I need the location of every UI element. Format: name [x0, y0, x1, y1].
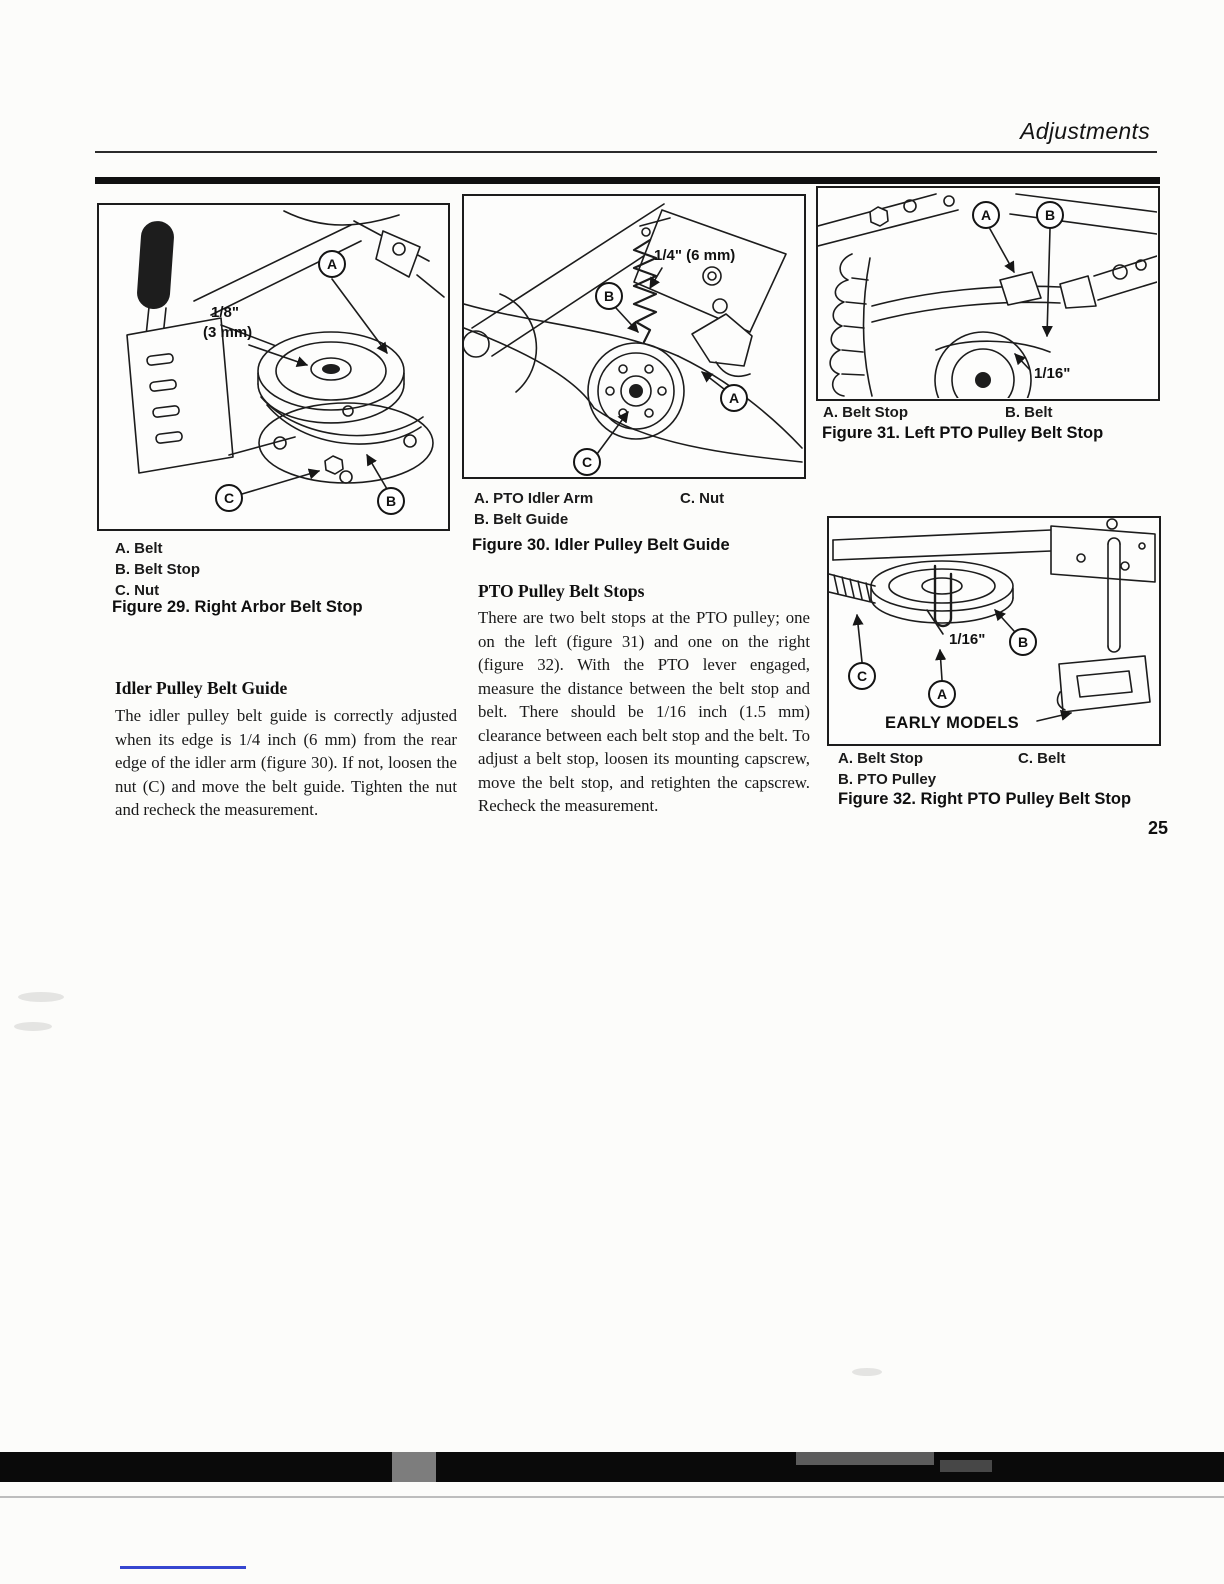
axle-bar [872, 276, 1096, 322]
callout-b [995, 610, 1036, 655]
figure-31-image [816, 186, 1160, 401]
dim-text: (3 mm) [203, 324, 253, 341]
callout-c [849, 615, 875, 689]
section-heading-pto: PTO Pulley Belt Stops [478, 581, 645, 601]
figure-31-legend-b: B. Belt [1005, 404, 1053, 421]
figure-29-drawing [99, 205, 447, 528]
svg-text:C: C [223, 490, 235, 506]
figure-30-caption: Figure 30. Idler Pulley Belt Guide [472, 536, 730, 554]
scan-bar-smudge [940, 1460, 992, 1472]
scan-bar-smudge [796, 1452, 934, 1465]
scan-noise [852, 1368, 882, 1376]
svg-text:B: B [1044, 207, 1056, 223]
figure-32-legend-c: C. Belt [1018, 750, 1066, 767]
figure-31-drawing [818, 188, 1157, 398]
page-header: Adjustments [1020, 118, 1150, 144]
tire-tread [830, 254, 872, 396]
figure-32-legend-b: B. PTO Pulley [838, 771, 937, 788]
pto-pulley [871, 561, 1013, 623]
section-body-idler: The idler pulley belt guide is correctly adjusted when its edge is 1/4 inch (6 mm) from the rear edge of the idler arm (figure 30). If not, loosen the nut (C) and move the belt guide. Tighten the nut and recheck the measurement. [115, 706, 457, 819]
figure-31-caption: Figure 31. Left PTO Pulley Belt Stop [822, 424, 1104, 442]
legend-item: C. Nut [115, 582, 160, 599]
svg-text:1/16": 1/16" [949, 631, 986, 648]
svg-text:1/4" (6 mm): 1/4" (6 mm) [654, 247, 736, 264]
idler-pulley [588, 343, 684, 439]
scan-noise [14, 1022, 52, 1031]
svg-text:EARLY MODELS: EARLY MODELS [885, 714, 1020, 732]
figure-30-image [462, 194, 806, 479]
scan-bar-smudge [392, 1452, 436, 1482]
section-heading-idler: Idler Pulley Belt Guide [115, 678, 288, 698]
legend-item: A. PTO Idler Arm [474, 490, 594, 507]
figure-29-legend [115, 538, 200, 601]
page-number: 25 [1148, 818, 1169, 838]
legend-item: C. Nut [680, 490, 725, 507]
figure-31-legend-a: A. Belt Stop [823, 404, 908, 421]
callout-b [1037, 202, 1063, 336]
svg-text:B: B [603, 288, 615, 304]
svg-text:C: C [856, 668, 868, 684]
svg-text:B: B [1017, 634, 1029, 650]
section-body-pto: There are two belt stops at the PTO pulley; one on the left (figure 31) and one on the right (figure 32). With the PTO lever engaged, measure the distance between the belt stop and belt. There should be 1/16 inch (1.5 mm) clearance between each belt stop and the belt. To adjust a belt stop, loosen its mounting capscrew, move the belt stop, and retighten the capscrew. Recheck the measurement. [478, 608, 810, 815]
nut [325, 456, 343, 474]
svg-text:1/16": 1/16" [1034, 365, 1071, 382]
figure-32-drawing [829, 518, 1158, 743]
figure-29-caption: Figure 29. Right Arbor Belt Stop [112, 598, 363, 616]
svg-text:A: A [936, 686, 948, 702]
belt-hatched [829, 574, 875, 603]
scan-bar [0, 1452, 1224, 1482]
header-rule-thick [95, 177, 1160, 184]
figure-32-caption: Figure 32. Right PTO Pulley Belt Stop [838, 790, 1132, 808]
svg-text:A: A [326, 256, 338, 272]
right-hardware [1094, 256, 1157, 300]
legend-item: B. Belt Stop [115, 561, 200, 578]
early-models-label [885, 713, 1071, 732]
callout-b [367, 455, 404, 514]
scan-line [0, 1496, 1224, 1498]
callout-a [702, 372, 747, 411]
figure-29-image [97, 203, 450, 531]
dim-text: 1/8" [211, 304, 239, 321]
legend-item: B. Belt Guide [474, 511, 569, 528]
svg-text:A: A [980, 207, 992, 223]
svg-text:A: A [728, 390, 740, 406]
callout-b [596, 283, 638, 332]
svg-text:B: B [385, 493, 397, 509]
lower-bracket [1057, 656, 1150, 712]
figure-30-legend-col2 [680, 488, 724, 509]
scan-noise [18, 992, 64, 1002]
figure-30-drawing [464, 196, 803, 476]
svg-text:C: C [581, 454, 593, 470]
callout-c [216, 471, 319, 511]
belt-stop-part [1000, 272, 1041, 305]
blue-mark [120, 1566, 246, 1569]
callout-a [929, 650, 955, 707]
figure-32-legend-a: A. Belt Stop [838, 750, 923, 767]
legend-item: A. Belt [115, 540, 163, 557]
figure-30-legend-col1 [474, 488, 593, 530]
header-rule-thin [95, 151, 1157, 153]
figure-32-image [827, 516, 1161, 746]
callout-a [973, 202, 1014, 272]
pto-pulley [935, 332, 1050, 398]
